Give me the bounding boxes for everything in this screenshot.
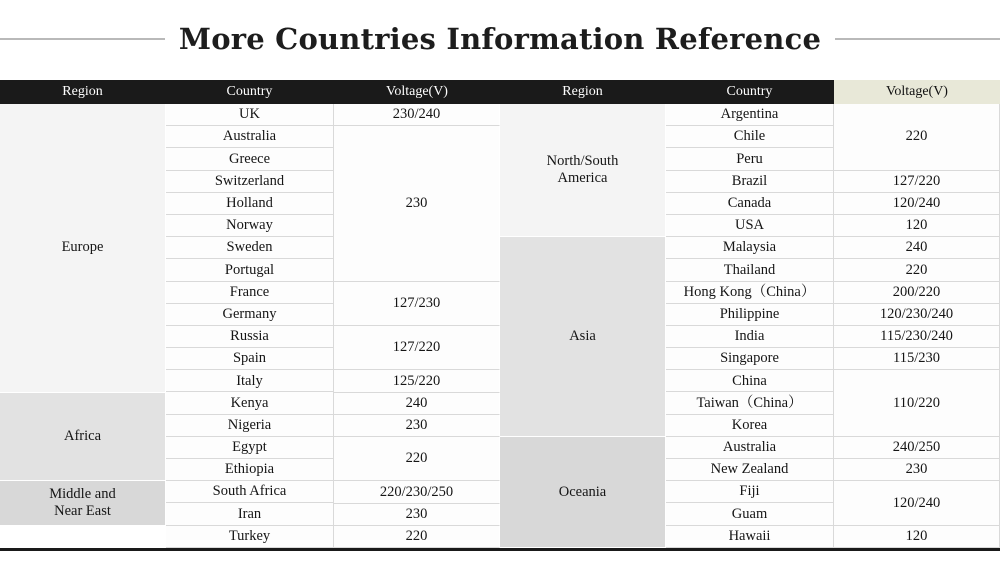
voltage-cell: 120/230/240 xyxy=(834,304,1000,326)
country-cell: India xyxy=(666,326,834,348)
country-cell: Fiji xyxy=(666,481,834,503)
country-cell: Thailand xyxy=(666,259,834,281)
voltage-cell: 115/230/240 xyxy=(834,326,1000,348)
table-header-row-left xyxy=(0,80,500,104)
country-cell: Greece xyxy=(166,148,334,170)
country-cell: Philippine xyxy=(666,304,834,326)
country-cell: Chile xyxy=(666,126,834,148)
voltage-cell: 230 xyxy=(834,459,1000,481)
voltage-cell: 230 xyxy=(334,126,500,281)
title-band xyxy=(0,0,1000,78)
country-cell: Korea xyxy=(666,415,834,437)
region-cell: Middle and Near East xyxy=(0,481,166,525)
voltage-cell: 230/240 xyxy=(334,104,500,126)
column-header-country-left: Country xyxy=(166,80,334,104)
country-cell: Malaysia xyxy=(666,237,834,259)
voltage-column-right xyxy=(834,104,1000,548)
country-cell: France xyxy=(166,282,334,304)
page-title: More Countries Information Reference xyxy=(178,22,822,56)
region-cell: North/South America xyxy=(500,104,666,237)
voltage-column-left xyxy=(334,104,500,548)
column-header-region-right: Region xyxy=(500,80,666,104)
country-cell: Portugal xyxy=(166,259,334,281)
voltage-cell: 127/230 xyxy=(334,282,500,326)
country-column-left xyxy=(166,104,334,548)
country-cell: Iran xyxy=(166,503,334,525)
country-cell: Kenya xyxy=(166,392,334,414)
region-cell: Oceania xyxy=(500,437,666,548)
country-cell: Australia xyxy=(166,126,334,148)
country-cell: UK xyxy=(166,104,334,126)
column-header-voltage-left: Voltage(V) xyxy=(386,84,448,99)
country-column-right xyxy=(666,104,834,548)
table-half-left xyxy=(0,80,500,548)
column-header-country-right: Country xyxy=(666,80,834,104)
voltage-cell: 200/220 xyxy=(834,282,1000,304)
country-cell: Argentina xyxy=(666,104,834,126)
region-cell: Europe xyxy=(0,104,166,393)
title-rule-right xyxy=(835,38,1000,40)
voltage-cell: 220/230/250 xyxy=(334,481,500,503)
voltage-cell: 220 xyxy=(334,526,500,548)
country-cell: Nigeria xyxy=(166,415,334,437)
country-cell: Russia xyxy=(166,326,334,348)
voltage-cell: 240 xyxy=(334,393,500,415)
country-cell: China xyxy=(666,370,834,392)
country-cell: South Africa xyxy=(166,481,334,503)
voltage-cell: 220 xyxy=(834,104,1000,171)
country-cell: Singapore xyxy=(666,348,834,370)
voltage-cell: 127/220 xyxy=(334,326,500,370)
country-cell: Australia xyxy=(666,437,834,459)
region-cell: Asia xyxy=(500,237,666,437)
table-bottom-rule xyxy=(0,548,1000,551)
voltage-cell: 120/240 xyxy=(834,481,1000,525)
voltage-cell: 120/240 xyxy=(834,193,1000,215)
country-cell: Peru xyxy=(666,148,834,170)
country-cell: Germany xyxy=(166,304,334,326)
region-cell: Africa xyxy=(0,393,166,482)
country-cell: Hong Kong（China） xyxy=(666,282,834,304)
title-rule-left xyxy=(0,38,165,40)
column-header-voltage-right: Voltage(V) xyxy=(834,80,1000,104)
country-cell: Guam xyxy=(666,503,834,525)
table-body-right xyxy=(500,104,1000,548)
table-header-row-right xyxy=(500,80,1000,104)
voltage-cell: 220 xyxy=(334,437,500,481)
column-header-region-left: Region xyxy=(0,80,166,104)
voltage-cell: 220 xyxy=(834,259,1000,281)
country-cell: Canada xyxy=(666,193,834,215)
voltage-cell: 230 xyxy=(334,415,500,437)
voltage-cell: 230 xyxy=(334,504,500,526)
country-cell: Italy xyxy=(166,370,334,392)
country-cell: USA xyxy=(666,215,834,237)
table-body-left xyxy=(0,104,500,548)
country-cell: Sweden xyxy=(166,237,334,259)
voltage-cell: 240 xyxy=(834,237,1000,259)
country-cell: Turkey xyxy=(166,526,334,548)
voltage-cell: 115/230 xyxy=(834,348,1000,370)
voltage-cell: 120 xyxy=(834,215,1000,237)
country-cell: Hawaii xyxy=(666,526,834,548)
voltage-cell: 127/220 xyxy=(834,171,1000,193)
region-column-right xyxy=(500,104,666,548)
country-cell: New Zealand xyxy=(666,459,834,481)
country-cell: Holland xyxy=(166,193,334,215)
country-cell: Norway xyxy=(166,215,334,237)
region-column-left xyxy=(0,104,166,548)
country-cell: Switzerland xyxy=(166,171,334,193)
voltage-cell: 120 xyxy=(834,526,1000,548)
country-cell: Ethiopia xyxy=(166,459,334,481)
country-cell: Taiwan（China） xyxy=(666,392,834,414)
voltage-reference-table xyxy=(0,80,1000,548)
country-cell: Spain xyxy=(166,348,334,370)
country-cell: Brazil xyxy=(666,171,834,193)
voltage-cell: 240/250 xyxy=(834,437,1000,459)
table-half-right xyxy=(500,80,1000,548)
voltage-cell: 110/220 xyxy=(834,370,1000,437)
country-cell: Egypt xyxy=(166,437,334,459)
voltage-cell: 125/220 xyxy=(334,370,500,392)
